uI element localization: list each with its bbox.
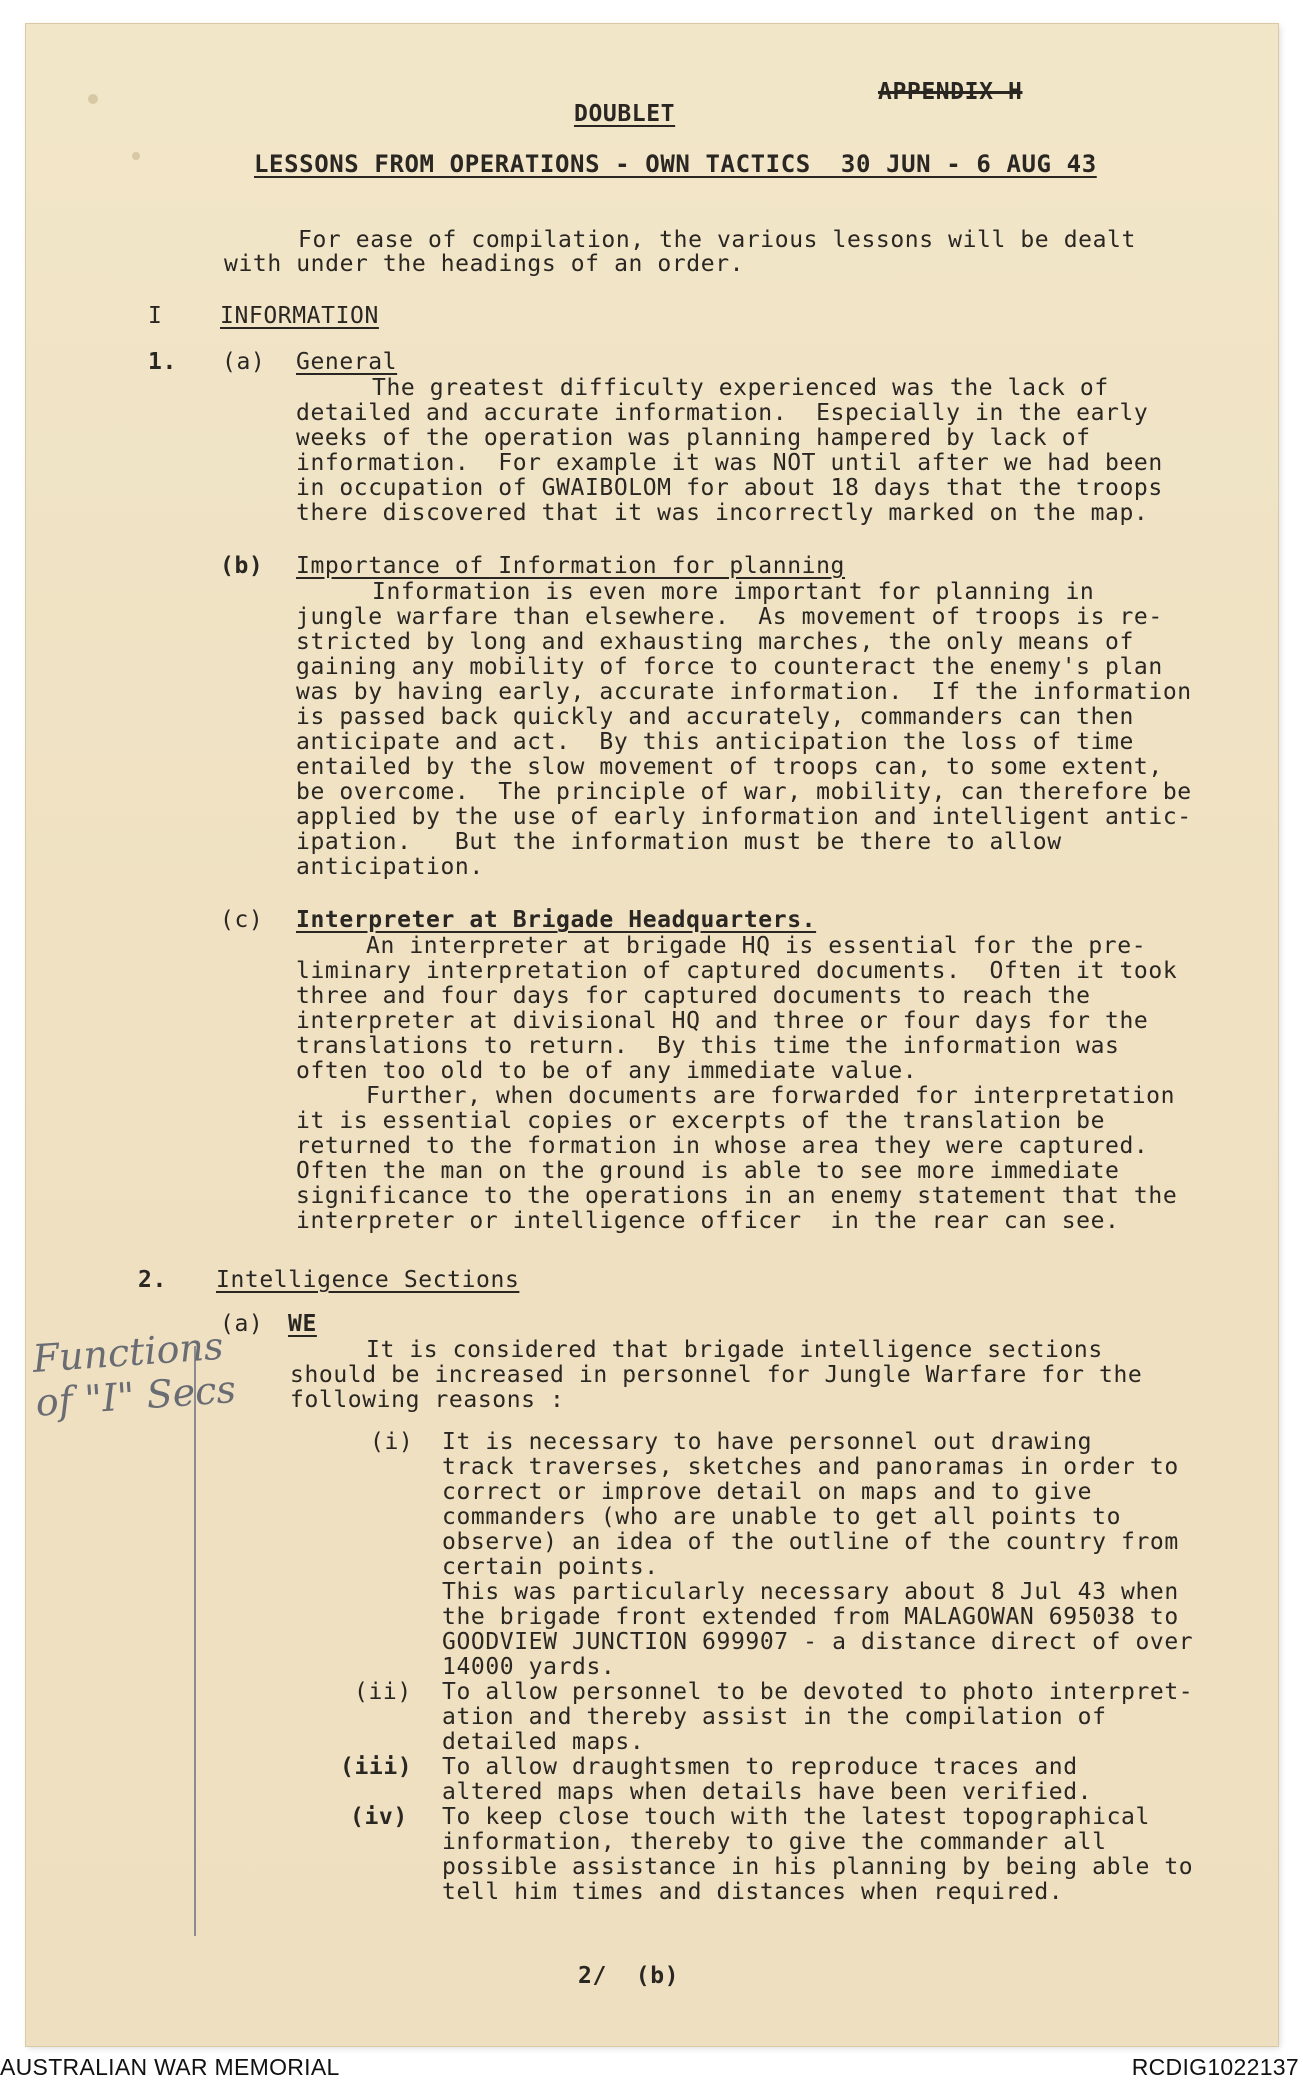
- body-line: often too old to be of any immediate value.: [296, 1058, 918, 1084]
- body-line: information. For example it was NOT until after we had been: [296, 450, 1163, 476]
- item-line: GOODVIEW JUNCTION 699907 - a distance direct of over: [442, 1629, 1194, 1655]
- intro-line-2: with under the headings of an order.: [224, 251, 745, 277]
- section-number: I: [148, 303, 163, 329]
- item-line: track traverses, sketches and panoramas in order to: [442, 1454, 1179, 1480]
- subpara-heading: WE: [288, 1311, 317, 1337]
- item-line: commanders (who are unable to get all points to: [442, 1504, 1122, 1530]
- body-line: entailed by the slow movement of troops can, to some extent,: [296, 754, 1163, 780]
- item-line: To keep close touch with the latest topographical: [442, 1804, 1150, 1830]
- item-line: ation and thereby assist in the compilation of: [442, 1704, 1107, 1730]
- item-line: certain points.: [442, 1554, 659, 1580]
- body-line: interpreter or intelligence officer in the rear can see.: [296, 1208, 1120, 1234]
- body-line: It is considered that brigade intelligence sections: [366, 1337, 1103, 1363]
- subpara-heading: Interpreter at Brigade Headquarters.: [296, 907, 817, 933]
- body-line: it is essential copies or excerpts of the translation be: [296, 1108, 1106, 1134]
- item-line: the brigade front extended from MALAGOWAN 695038 to: [442, 1604, 1179, 1630]
- item-mark: (i): [370, 1429, 414, 1455]
- document-page: [26, 24, 1278, 2046]
- body-line: weeks of the operation was planning hampered by lack of: [296, 425, 1091, 451]
- item-line: detailed maps.: [442, 1729, 645, 1755]
- item-line: observe) an idea of the outline of the country from: [442, 1529, 1179, 1555]
- subpara-mark: (a): [220, 1311, 264, 1337]
- body-line: stricted by long and exhausting marches, the only means of: [296, 629, 1134, 655]
- body-line: applied by the use of early information and intelligent antic-: [296, 804, 1192, 830]
- punch-hole: [88, 94, 98, 104]
- item-line: 14000 yards.: [442, 1654, 616, 1680]
- item-line: It is necessary to have personnel out drawing: [442, 1429, 1093, 1455]
- body-line: Further, when documents are forwarded for interpretation: [366, 1083, 1176, 1109]
- body-line: The greatest difficulty experienced was the lack of: [372, 375, 1109, 401]
- item-line: To allow draughtsmen to reproduce traces and: [442, 1754, 1078, 1780]
- item-mark: (iv): [350, 1804, 408, 1830]
- body-line: detailed and accurate information. Especially in the early: [296, 400, 1149, 426]
- body-line: anticipate and act. By this anticipation the loss of time: [296, 729, 1134, 755]
- page-continuation: 2/ (b): [578, 1963, 680, 1989]
- footer-id: RCDIG1022137: [1131, 2054, 1299, 2080]
- body-line: be overcome. The principle of war, mobility, can therefore be: [296, 779, 1192, 805]
- subpara-mark: (a): [222, 349, 266, 375]
- body-line: in occupation of GWAIBOLOM for about 18 days that the troops: [296, 475, 1163, 501]
- body-line: jungle warfare than elsewhere. As movement of troops is re-: [296, 604, 1163, 630]
- body-line: there discovered that it was incorrectly marked on the map.: [296, 500, 1149, 526]
- body-line: anticipation.: [296, 854, 484, 880]
- body-line: is passed back quickly and accurately, commanders can then: [296, 704, 1134, 730]
- margin-line: [194, 1346, 196, 1936]
- body-line: three and four days for captured documents to reach the: [296, 983, 1091, 1009]
- item-line: To allow personnel to be devoted to photo interpret-: [442, 1679, 1194, 1705]
- body-line: Information is even more important for planning in: [372, 579, 1095, 605]
- para-number: 2.: [138, 1267, 167, 1293]
- body-line: significance to the operations in an enemy statement that the: [296, 1183, 1178, 1209]
- body-line: gaining any mobility of force to counteract the enemy's plan: [296, 654, 1163, 680]
- item-line: This was particularly necessary about 8 Jul 43 when: [442, 1579, 1179, 1605]
- item-mark: (iii): [340, 1754, 413, 1780]
- body-line: interpreter at divisional HQ and three or four days for the: [296, 1008, 1149, 1034]
- item-mark: (ii): [354, 1679, 412, 1705]
- codeword: DOUBLET: [574, 101, 676, 127]
- subpara-mark: (c): [220, 907, 264, 933]
- para-number: 1.: [148, 349, 177, 375]
- item-line: correct or improve detail on maps and to give: [442, 1479, 1093, 1505]
- subpara-heading: Importance of Information for planning: [296, 553, 845, 579]
- footer-source: AUSTRALIAN WAR MEMORIAL: [0, 2054, 340, 2080]
- handwritten-note: Functions of "I" Secs: [31, 1323, 238, 1425]
- body-line: translations to return. By this time the information was: [296, 1033, 1120, 1059]
- body-line: following reasons :: [290, 1387, 565, 1413]
- appendix-mark: APPENDIX H: [878, 79, 1023, 105]
- body-line: returned to the formation in whose area they were captured.: [296, 1133, 1149, 1159]
- body-line: liminary interpretation of captured documents. Often it took: [296, 958, 1178, 984]
- item-line: information, thereby to give the commander all: [442, 1829, 1107, 1855]
- body-line: should be increased in personnel for Jungle Warfare for the: [290, 1362, 1143, 1388]
- page-title: LESSONS FROM OPERATIONS - OWN TACTICS 30 JUN - 6 AUG 43: [254, 150, 1097, 178]
- item-line: altered maps when details have been verified.: [442, 1779, 1093, 1805]
- body-line: ipation. But the information must be there to allow: [296, 829, 1062, 855]
- subpara-mark: (b): [220, 553, 264, 579]
- section-heading: INFORMATION: [220, 303, 379, 329]
- intro-line-1: For ease of compilation, the various lessons will be dealt: [298, 227, 1136, 253]
- subpara-heading: General: [296, 349, 398, 375]
- para-heading: Intelligence Sections: [216, 1267, 520, 1293]
- body-line: Often the man on the ground is able to see more immediate: [296, 1158, 1120, 1184]
- item-line: possible assistance in his planning by being able to: [442, 1854, 1194, 1880]
- body-line: An interpreter at brigade HQ is essential for the pre-: [366, 933, 1147, 959]
- body-line: was by having early, accurate information. If the information: [296, 679, 1192, 705]
- item-line: tell him times and distances when required.: [442, 1879, 1064, 1905]
- punch-hole: [132, 152, 140, 160]
